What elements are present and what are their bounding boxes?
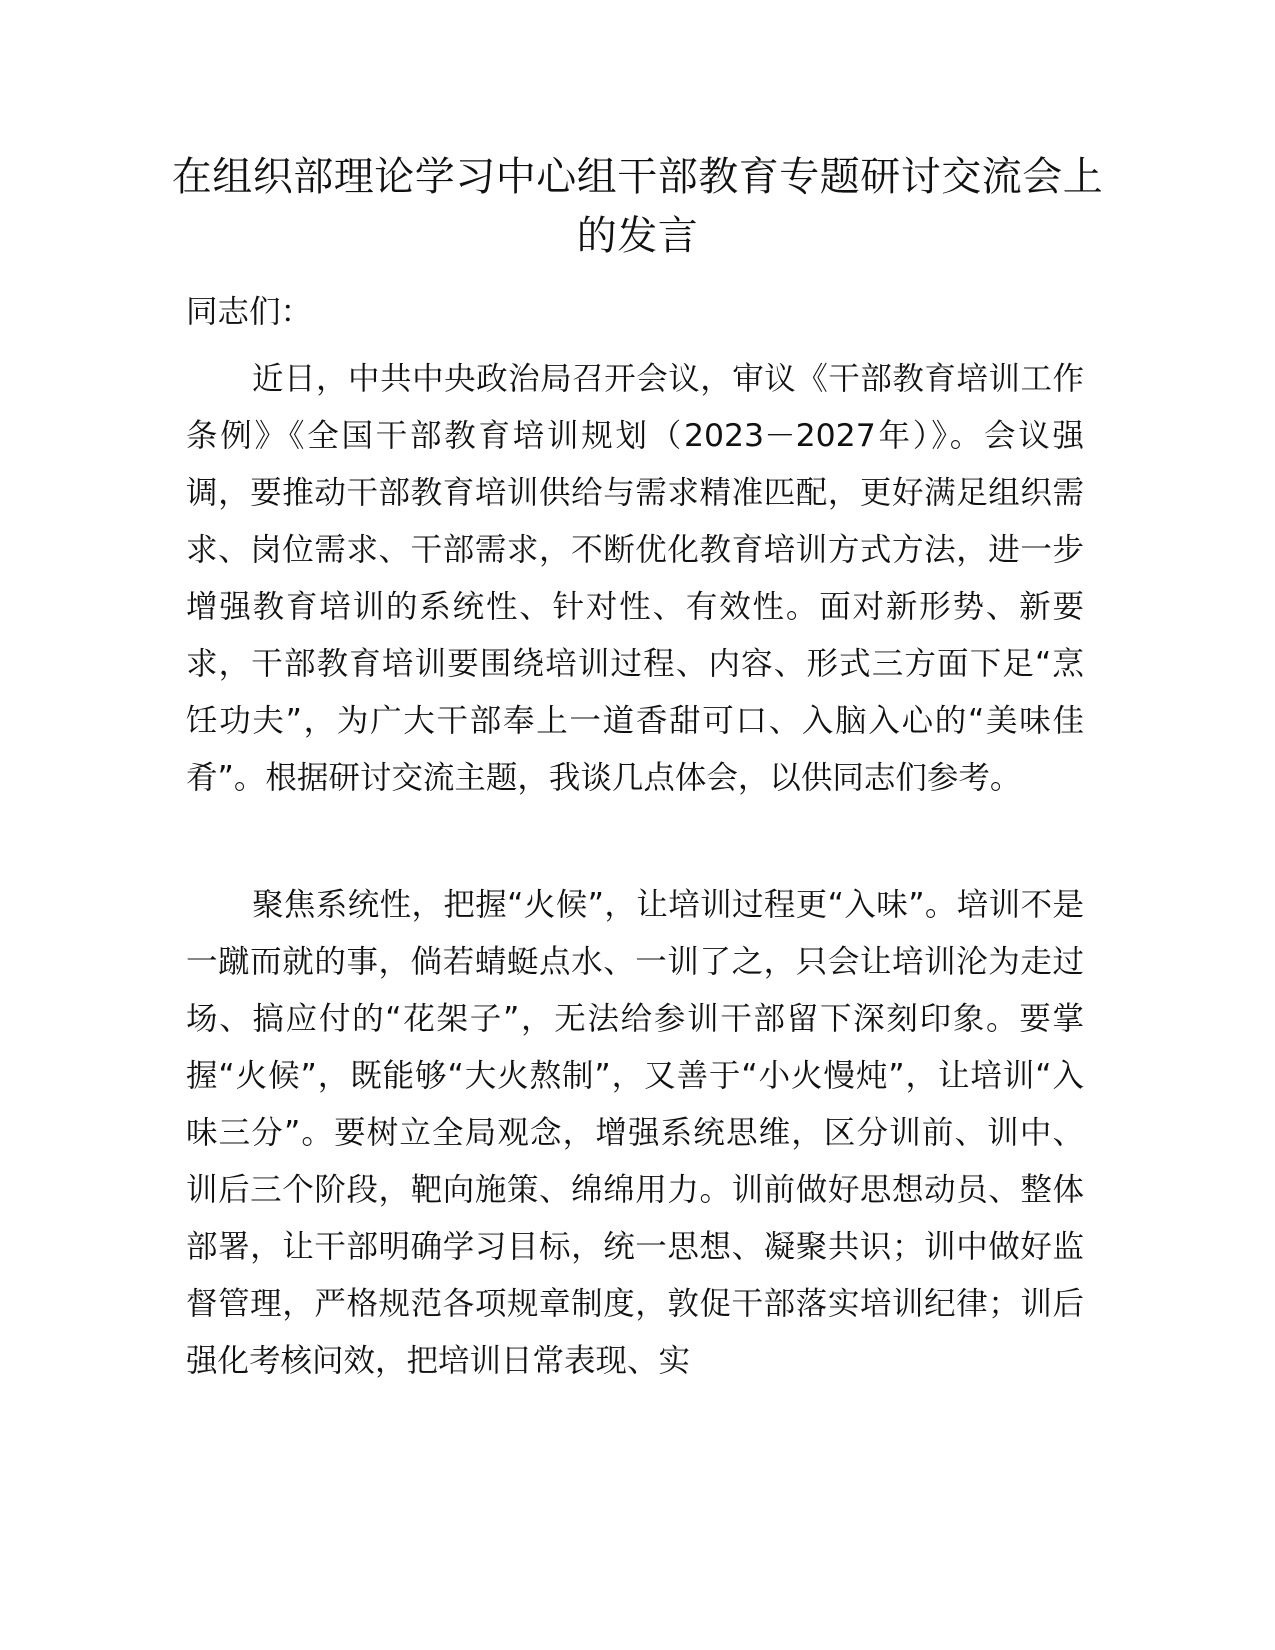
salutation: 同志们： <box>186 294 313 330</box>
paragraph-systematic: 聚焦系统性，把握“火候”，让培训过程更“入味”。培训不是一蹴而就的事，倘若蜻蜓点水、一训了之，只会让培训沦为走过场、搞应付的“花架子”，无法给参训干部留下深刻印象。要掌握“火候”，既能够“大火熬制”，又善于“小火慢炖”，让培训“入味三分”。要树立全局观念，增强系统思维，区分训前、训中、训后三个阶段，靶向施策、绵绵用力。训前做好思想动员、整体部署，让干部明确学习目标，统一思想、凝聚共识；训中做好监督管理，严格规范各项规章制度，敦促干部落实培训纪律；训后强化考核问效，把培训日常表现、实 <box>186 887 1084 1379</box>
paragraph-intro: 近日，中共中央政治局召开会议，审议《干部教育培训工作条例》《全国干部教育培训规划（2023－2027年）》。会议强调，要推动干部教育培训供给与需求精准匹配，更好满足组织需求、岗位需求、干部需求，不断优化教育培训方式方法，进一步增强教育培训的系统性、针对性、有效性。面对新形势、新要求，干部教育培训要围绕培训过程、内容、形式三方面下足“烹饪功夫”，为广大干部奉上一道香甜可口、入脑入心的“美味佳肴”。根据研讨交流主题，我谈几点体会，以供同志们参考。 <box>186 361 1084 796</box>
document-title: 在组织部理论学习中心组干部教育专题研讨交流会上的发言 <box>171 154 1104 259</box>
